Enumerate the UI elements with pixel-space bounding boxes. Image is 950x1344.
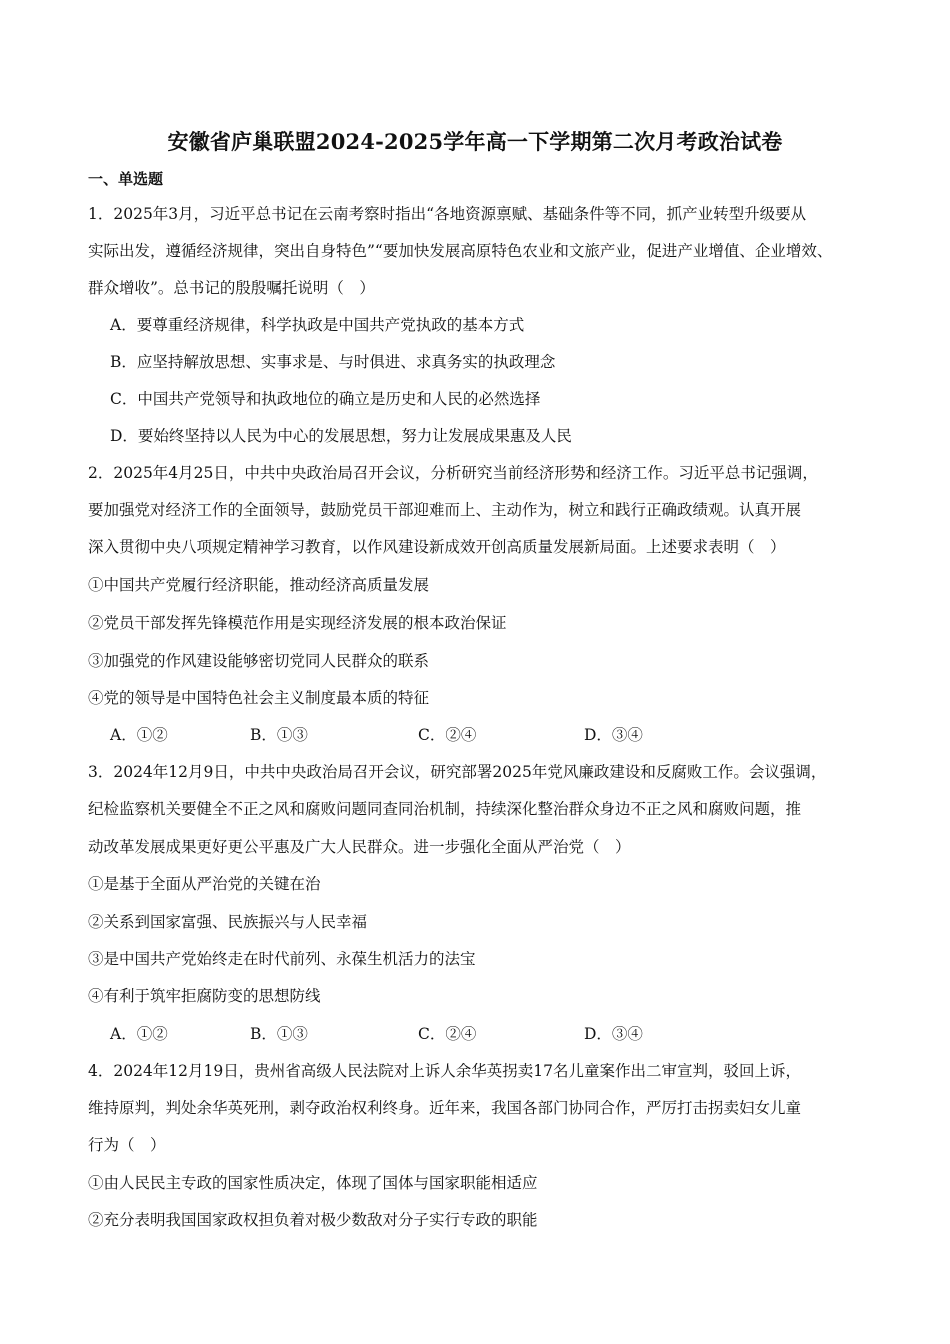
question-2-item-2: ②党员干部发挥先锋模范作用是实现经济发展的根本政治保证 — [88, 614, 507, 632]
question-3-item-4: ④有利于筑牢拒腐防变的思想防线 — [88, 987, 321, 1005]
question-3-option-b: B．①③ — [250, 1025, 308, 1043]
question-1-option-c: C．中国共产党领导和执政地位的确立是历史和人民的必然选择 — [110, 390, 541, 408]
question-3-line-2: 纪检监察机关要健全不正之风和腐败问题同查同治机制，持续深化整治群众身边不正之风和腐败问题，推 — [88, 800, 802, 818]
question-1-option-d: D．要始终坚持以人民为中心的发展思想，努力让发展成果惠及人民 — [110, 427, 572, 445]
question-2-item-4: ④党的领导是中国特色社会主义制度最本质的特征 — [88, 689, 430, 707]
question-3-line-3: 动改革发展成果更好更公平惠及广大人民群众。进一步强化全面从严治党（ ） — [88, 838, 631, 856]
question-1-option-b: B．应坚持解放思想、实事求是、与时俱进、求真务实的执政理念 — [110, 353, 556, 371]
question-2-option-d: D．③④ — [584, 726, 643, 744]
question-4-line-1: 4．2024年12月19日，贵州省高级人民法院对上诉人余华英拐卖17名儿童案作出二审宣判，驳回上诉， — [88, 1062, 801, 1080]
question-3-line-1: 3．2024年12月9日，中共中央政治局召开会议，研究部署2025年党风廉政建设和反腐败工作。会议强调， — [88, 763, 827, 781]
question-3-option-a: A．①② — [110, 1025, 168, 1043]
question-3-item-1: ①是基于全面从严治党的关键在治 — [88, 875, 321, 893]
question-3-option-d: D．③④ — [584, 1025, 643, 1043]
question-1-line-2: 实际出发，遵循经济规律，突出自身特色”“要加快发展高原特色农业和文旅产业，促进产业增值、企业增效、 — [88, 242, 833, 260]
question-1-line-1: 1．2025年3月，习近平总书记在云南考察时指出“各地资源禀赋、基础条件等不同，抓产业转型升级要从 — [88, 205, 807, 223]
question-2-line-2: 要加强党对经济工作的全面领导，鼓励党员干部迎难而上、主动作为，树立和践行正确政绩观。认真开展 — [88, 501, 802, 519]
question-3-item-3: ③是中国共产党始终走在时代前列、永葆生机活力的法宝 — [88, 950, 476, 968]
question-2-line-1: 2．2025年4月25日，中共中央政治局召开会议，分析研究当前经济形势和经济工作。习近平总书记强调， — [88, 464, 818, 482]
question-3-item-2: ②关系到国家富强、民族振兴与人民幸福 — [88, 913, 368, 931]
question-4-line-2: 维持原判，判处余华英死刑，剥夺政治权利终身。近年来，我国各部门协同合作，严厉打击拐卖妇女儿童 — [88, 1099, 802, 1117]
question-2-item-3: ③加强党的作风建设能够密切党同人民群众的联系 — [88, 652, 430, 670]
question-4-line-3: 行为（ ） — [88, 1136, 166, 1154]
question-3-option-c: C．②④ — [418, 1025, 477, 1043]
question-2-option-c: C．②④ — [418, 726, 477, 744]
question-4-item-1: ①由人民民主专政的国家性质决定，体现了国体与国家职能相适应 — [88, 1174, 538, 1192]
question-4-item-2: ②充分表明我国国家政权担负着对极少数敌对分子实行专政的职能 — [88, 1211, 538, 1229]
document-title: 安徽省庐巢联盟2024-2025学年高一下学期第二次月考政治试卷 — [167, 129, 783, 154]
question-2-item-1: ①中国共产党履行经济职能，推动经济高质量发展 — [88, 576, 430, 594]
question-1-option-a: A．要尊重经济规律，科学执政是中国共产党执政的基本方式 — [110, 316, 525, 334]
question-2-option-a: A．①② — [110, 726, 168, 744]
section-heading: 一、单选题 — [88, 170, 164, 188]
question-2-option-b: B．①③ — [250, 726, 308, 744]
question-1-line-3: 群众增收”。总书记的殷殷嘱托说明（ ） — [88, 279, 375, 297]
question-2-line-3: 深入贯彻中央八项规定精神学习教育，以作风建设新成效开创高质量发展新局面。上述要求表明（ ） — [88, 538, 786, 556]
